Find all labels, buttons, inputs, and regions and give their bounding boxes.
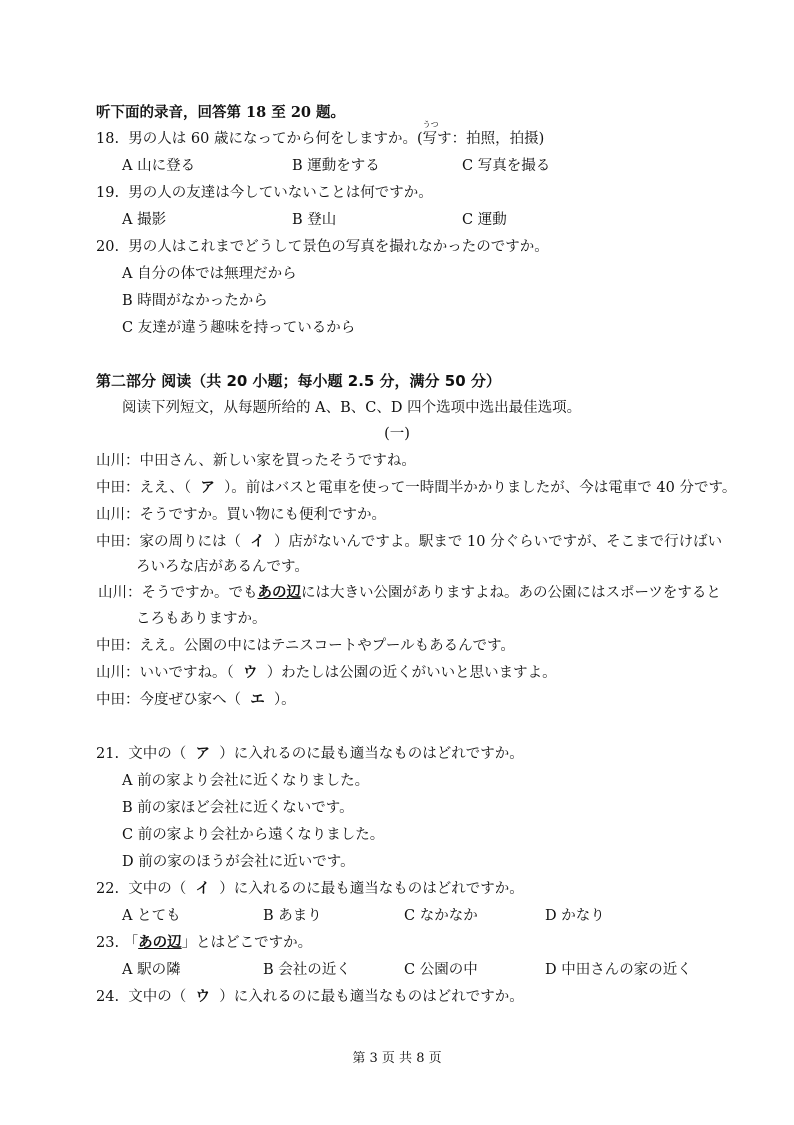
question-number: 22.	[96, 881, 120, 897]
question-24	[96, 988, 524, 1006]
question-22	[96, 880, 524, 898]
option-a: A 前の家より会社に近くなりました。	[122, 773, 370, 789]
utterance: ）。	[273, 692, 296, 708]
ruby-base: 写	[422, 131, 438, 147]
question-19	[96, 184, 433, 202]
dialogue-line	[96, 664, 557, 682]
question-text: 男の人はこれまでどうして景色の写真を撮れなかったのですか。	[128, 239, 549, 255]
option-a: A 撮影	[122, 212, 167, 228]
utterance: そうですか。買い物にも便利ですか。	[139, 507, 386, 523]
blank-label: ア	[195, 745, 210, 762]
question-18	[96, 120, 545, 148]
dialogue-line	[96, 533, 722, 551]
question-number: 21.	[96, 746, 120, 762]
blank-label: エ	[250, 691, 265, 708]
dialogue-continuation: ころもありますか。	[136, 611, 267, 627]
option-b: B 時間がなかったから	[122, 293, 268, 309]
utterance: ）わたしは公園の近くがいいと思いますよ。	[266, 665, 557, 681]
question-note: す：拍照，拍摄)	[437, 131, 545, 147]
option-d: D 前の家のほうが会社に近いです。	[122, 854, 355, 870]
option-c: C 写真を撮る	[462, 158, 551, 174]
dialogue-line	[96, 506, 386, 524]
utterance: ええ、（	[139, 480, 192, 496]
question-text: 文中の（	[128, 989, 187, 1005]
question-text: ）に入れるのに最も適当なものはどれですか。	[219, 746, 524, 762]
ruby-reading: うつ	[422, 120, 439, 129]
option-d: D 中田さんの家の近く	[545, 962, 692, 978]
question-number: 23.	[96, 935, 120, 951]
option-b: B 会社の近く	[263, 962, 351, 978]
question-text: 文中の（	[128, 881, 187, 897]
utterance: には大きい公園がありますよね。あの公園にはスポーツをすると	[301, 585, 721, 601]
speaker: 山川：	[98, 585, 142, 601]
utterance: ）店がないんですよ。駅まで 10 分ぐらいですが、そこまで行けばい	[273, 534, 723, 550]
blank-label: ウ	[242, 664, 258, 681]
blank-label: ア	[200, 479, 215, 496]
question-23	[96, 934, 312, 952]
option-b: B 登山	[292, 212, 337, 228]
speaker: 中田：	[96, 692, 140, 708]
question-text: ）に入れるのに最も適当なものはどれですか。	[219, 881, 524, 897]
option-b: B 運動をする	[292, 158, 380, 174]
passage-number: (一)	[384, 426, 410, 442]
question-number: 18.	[96, 131, 120, 147]
utterance: 家の周りには（	[139, 534, 241, 550]
utterance: 今度ぜひ家へ（	[139, 692, 241, 708]
page-footer: 第 3 页 共 8 页	[352, 1051, 442, 1066]
option-b: B 前の家ほど会社に近くないです。	[122, 800, 354, 816]
option-c: C 前の家より会社から遠くなりました。	[122, 827, 385, 843]
underlined-phrase: あの辺	[257, 584, 301, 601]
blank-label: ウ	[195, 988, 210, 1005]
option-d: D かなり	[545, 908, 605, 924]
question-text: 文中の（	[128, 746, 187, 762]
utterance: 中田さん、新しい家を買ったそうですね。	[139, 453, 416, 469]
question-number: 24.	[96, 989, 120, 1005]
question-text: 男の人は 60 歳になってから何をしますか。(	[128, 131, 423, 147]
reading-instruction: 阅读下列短文，从每题所给的 A、B、C、D 四个选项中选出最佳选项。	[122, 400, 582, 416]
option-c: C 公園の中	[404, 962, 478, 978]
speaker: 山川：	[96, 507, 140, 523]
speaker: 山川：	[96, 453, 140, 469]
section-title: 第二部分 阅读（共 20 小题；每小题 2.5 分，满分 50 分）	[96, 372, 501, 390]
speaker: 中田：	[96, 534, 140, 550]
dialogue-line	[96, 637, 515, 655]
speaker: 中田：	[96, 638, 140, 654]
dialogue-continuation: ろいろな店があるんです。	[136, 559, 309, 575]
question-text: 男の人の友達は今していないことは何ですか。	[128, 185, 433, 201]
listening-instruction: 听下面的录音，回答第 18 至 20 题。	[96, 104, 346, 121]
question-number: 19.	[96, 185, 120, 201]
question-text: ）に入れるのに最も適当なものはどれですか。	[219, 989, 524, 1005]
utterance: ええ。公園の中にはテニスコートやプールもあるんです。	[139, 638, 515, 654]
dialogue-line	[96, 479, 736, 497]
dialogue-line	[98, 584, 721, 602]
option-b: B あまり	[263, 908, 322, 924]
question-number: 20.	[96, 239, 120, 255]
dialogue-line	[96, 452, 416, 470]
option-a: A とても	[122, 908, 181, 924]
ruby-word	[422, 120, 439, 148]
question-21	[96, 745, 524, 763]
utterance: そうですか。でも	[141, 585, 258, 601]
blank-label: イ	[250, 533, 265, 550]
question-20	[96, 238, 549, 256]
option-a: A 駅の隣	[122, 962, 181, 978]
option-a: A 自分の体では無理だから	[122, 266, 297, 282]
underlined-phrase: あの辺	[138, 934, 182, 951]
utterance: いいですね。（	[139, 665, 234, 681]
option-c: C なかなか	[404, 908, 478, 924]
option-a: A 山に登る	[122, 158, 196, 174]
option-c: C 友達が違う趣味を持っているから	[122, 320, 356, 336]
blank-label: イ	[195, 880, 210, 897]
dialogue-line	[96, 691, 296, 709]
question-text: 」とはどこですか。	[181, 935, 313, 951]
option-c: C 運動	[462, 212, 507, 228]
speaker: 山川：	[96, 665, 140, 681]
utterance: ）。前はバスと電車を使って一時間半かかりましたが、今は電車で 40 分です。	[224, 480, 737, 496]
question-text: 「	[123, 935, 139, 951]
speaker: 中田：	[96, 480, 140, 496]
